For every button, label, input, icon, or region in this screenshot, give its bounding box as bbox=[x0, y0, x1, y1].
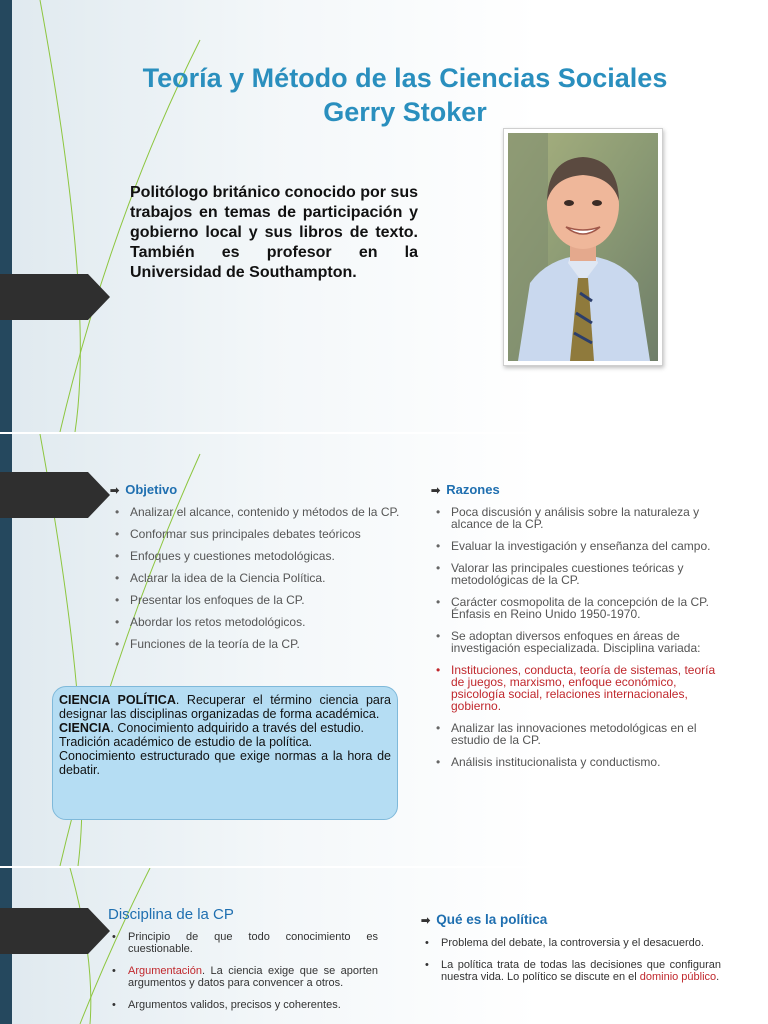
list-item: • Poca discusión y análisis sobre la naturaleza y alcance de la CP. bbox=[436, 505, 700, 531]
list-item: • Problema del debate, la controversia y el desacuerdo. bbox=[425, 937, 704, 949]
objetivo-heading: ➡ Objetivo bbox=[110, 482, 178, 497]
callout-line: Tradición académico de estudio de la política. bbox=[59, 735, 313, 749]
list-item: • Abordar los retos metodológicos. bbox=[115, 615, 306, 629]
list-item: • Enfoques y cuestiones metodológicas. bbox=[115, 549, 335, 563]
list-item: • Argumentación. La ciencia exige que se aporten argumentos y datos para convencer a otros. bbox=[112, 965, 378, 989]
arrow-bullet-icon: ➡ bbox=[110, 485, 120, 497]
politica-list bbox=[421, 937, 721, 993]
slide-1 bbox=[0, 0, 768, 432]
portrait-icon bbox=[508, 133, 658, 361]
definition-callout: CIENCIA POLÍTICA. Recuperar el término ciencia para designar las disciplinas organizadas de forma académica. CIENCIA. Conocimiento adquirido a través del estudio. Tradición académico de estudio de la política. Conocimiento estructurado que exige normas a la hora de debatir. bbox=[52, 686, 398, 820]
term-ciencia-politica: CIENCIA POLÍTICA bbox=[59, 693, 176, 707]
list-item: • Conformar sus principales debates teóricos bbox=[115, 527, 361, 541]
list-item: • La política trata de todas las decisiones que configuran nuestra vida. Lo político se discute en el dominio público. bbox=[425, 959, 721, 983]
list-item: • Analizar el alcance, contenido y métodos de la CP. bbox=[115, 505, 400, 519]
list-item: • Análisis institucionalista y conductismo. bbox=[436, 755, 661, 769]
term-ciencia: CIENCIA bbox=[59, 721, 111, 735]
slide-subtitle: Gerry Stoker bbox=[323, 97, 487, 127]
arrow-tab-icon bbox=[0, 274, 110, 320]
list-item: • Se adoptan diversos enfoques en áreas de investigación especializada. Disciplina variada: bbox=[436, 629, 701, 655]
razones-heading: ➡ Razones bbox=[431, 482, 500, 497]
razones-list bbox=[431, 506, 731, 778]
arrow-tab-icon bbox=[0, 908, 110, 954]
list-item: • Aclarar la idea de la Ciencia Política. bbox=[115, 571, 326, 585]
arrow-bullet-icon: ➡ bbox=[421, 915, 431, 927]
list-item: • Evaluar la investigación y enseñanza del campo. bbox=[436, 539, 711, 553]
politica-heading: ➡ Qué es la política bbox=[421, 912, 548, 927]
portrait-photo bbox=[503, 128, 663, 366]
list-item: • Analizar las innovaciones metodológicas en el estudio de la CP. bbox=[436, 721, 697, 747]
slide-title: Teoría y Método de las Ciencias Sociales bbox=[142, 63, 668, 93]
objetivo-list bbox=[110, 506, 400, 660]
bio-paragraph: Politólogo británico conocido por sus trabajos en temas de participación y gobierno local y sus libros de texto. También es profesor en la Universidad de Southampton. bbox=[130, 184, 418, 281]
list-item: • Funciones de la teoría de la CP. bbox=[115, 637, 300, 651]
list-item: • Argumentos validos, precisos y coherentes. bbox=[112, 999, 341, 1011]
list-item: • Presentar los enfoques de la CP. bbox=[115, 593, 305, 607]
list-item-highlight: • Instituciones, conducta, teoría de sistemas, teoría de juegos, marxismo, enfoque económico, psicología social, relaciones internacionales, gobierno. bbox=[436, 663, 716, 713]
disciplina-list bbox=[108, 931, 378, 1021]
arrow-bullet-icon: ➡ bbox=[431, 485, 441, 497]
disciplina-heading: Disciplina de la CP bbox=[108, 906, 234, 923]
list-item: • Principio de que todo conocimiento es cuestionable. bbox=[112, 931, 378, 955]
list-item: • Valorar las principales cuestiones teóricas y metodológicas de la CP. bbox=[436, 561, 684, 587]
left-accent-bar bbox=[0, 0, 12, 432]
callout-line: Conocimiento estructurado que exige normas a la hora de debatir. bbox=[59, 749, 391, 777]
arrow-tab-icon bbox=[0, 472, 110, 518]
list-item: • Carácter cosmopolita de la concepción de la CP. Énfasis en Reino Unido 1950-1970. bbox=[436, 595, 709, 621]
